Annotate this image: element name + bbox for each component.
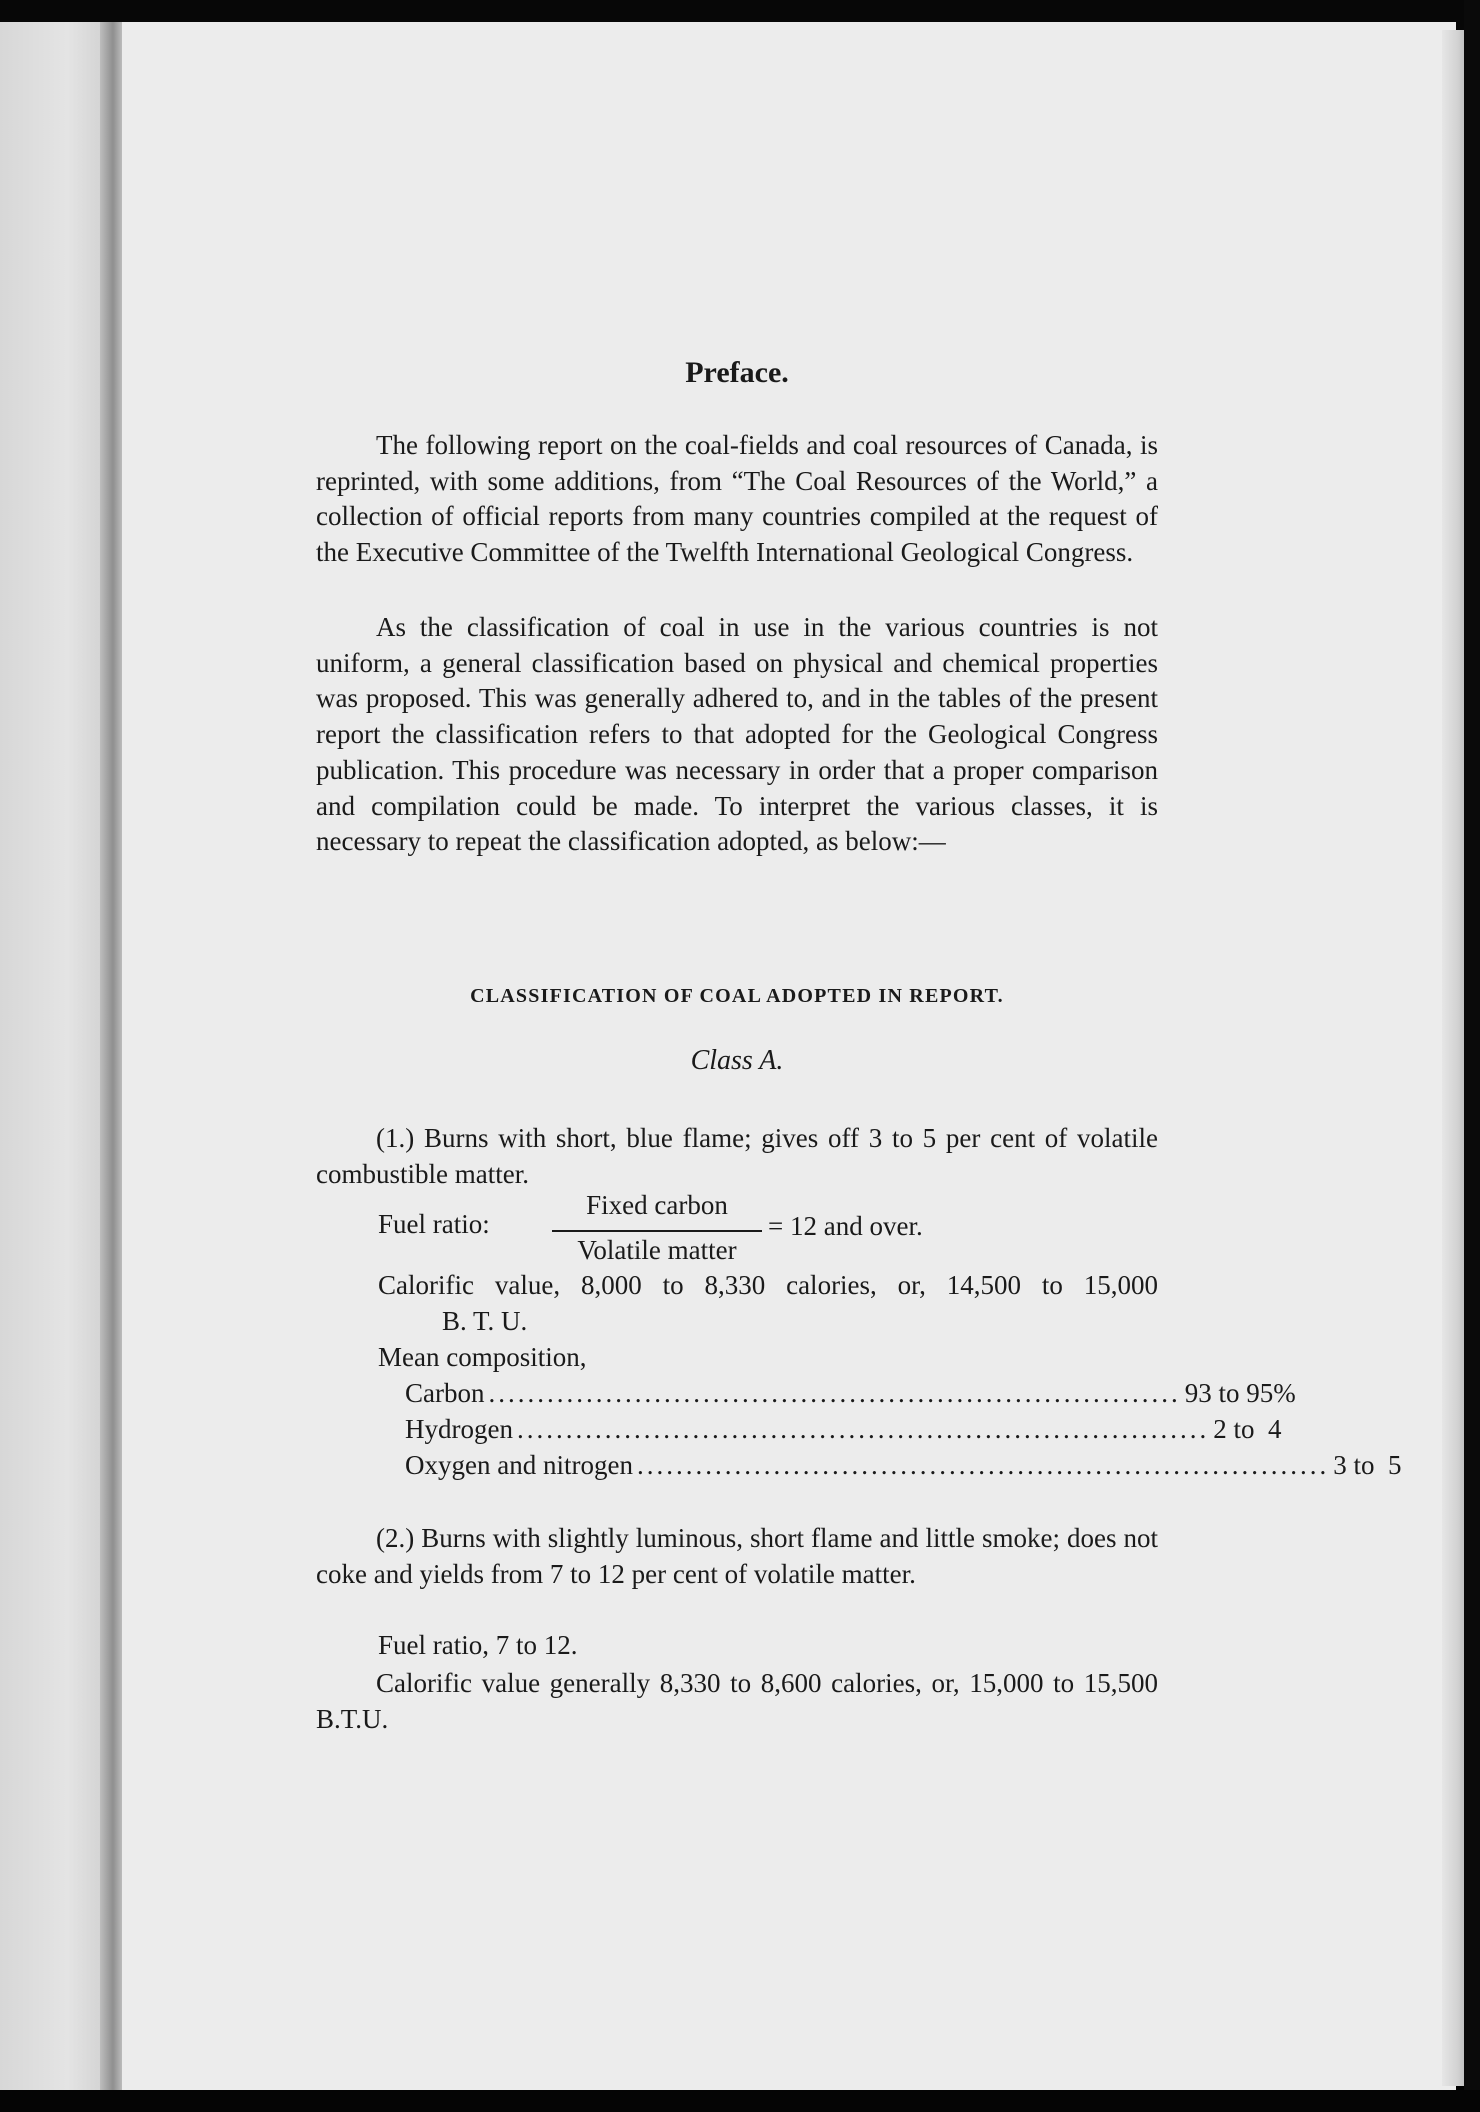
composition-label: Carbon	[405, 1378, 485, 1408]
leader-dots: .......................................................................	[516, 1414, 1210, 1444]
fraction-denominator: Volatile matter	[577, 1235, 737, 1265]
composition-row	[405, 1378, 1296, 1409]
class-a-item-2: (2.) Burns with slightly luminous, short flame and little smoke; does not coke and yields from 7 to 12 per cent of volatile matter.	[316, 1523, 1158, 1589]
composition-row	[405, 1450, 1402, 1481]
facing-page-edge	[0, 22, 112, 2094]
composition-label: Hydrogen	[405, 1414, 513, 1444]
class-a-item-1: (1.) Burns with short, blue flame; gives off 3 to 5 per cent of volatile combustible matter.	[316, 1123, 1158, 1189]
leader-dots: .......................................................................	[488, 1378, 1181, 1408]
scan-right-border	[1464, 0, 1480, 2112]
composition-value: 93 to 95%	[1184, 1378, 1296, 1408]
fuel-ratio-result: = 12 and over.	[768, 1211, 923, 1241]
item-2-fuel-ratio: Fuel ratio, 7 to 12.	[378, 1630, 578, 1660]
class-a-heading: Class A.	[690, 1045, 784, 1076]
calorific-value-line-2: B. T. U.	[442, 1306, 528, 1336]
composition-value: 3 to 5	[1333, 1450, 1402, 1480]
item-2-calorific-value: Calorific value generally 8,330 to 8,600 calories, or, 15,000 to 15,500 B.T.U.	[316, 1668, 1158, 1734]
composition-label: Oxygen and nitrogen	[405, 1450, 633, 1480]
composition-value: 2 to 4	[1213, 1414, 1282, 1444]
calorific-value-line-1: Calorific value, 8,000 to 8,330 calories, or, 14,500 to 15,000	[378, 1270, 1158, 1300]
scan-bottom-border	[0, 2090, 1480, 2112]
preface-paragraph-2: As the classification of coal in use in the various countries is not uniform, a general classification based on physical and chemical properties was proposed. This was generally adhered to, and in the tables of the present report the classification refers to that adopted for the Geological Congress publication. This procedure was necessary in order that a proper comparison and compilation could be made. To interpret the various classes, it is necessary to repeat the classification adopted, as below:—	[316, 612, 1158, 857]
page-title: Preface.	[685, 356, 789, 389]
preface-paragraph-1: The following report on the coal-fields and coal resources of Canada, is reprinted, with some additions, from “The Coal Resources of the World,” a collection of official reports from many countries compiled at the request of the Executive Committee of the Twelfth International Geological Congress.	[316, 430, 1158, 568]
fraction-numerator: Fixed carbon	[586, 1190, 728, 1220]
leader-dots: .......................................................................	[636, 1450, 1330, 1480]
fuel-ratio-label: Fuel ratio:	[378, 1209, 490, 1239]
fraction-bar	[552, 1230, 762, 1232]
mean-composition-label: Mean composition,	[378, 1342, 587, 1372]
classification-heading: CLASSIFICATION OF COAL ADOPTED IN REPORT.	[470, 985, 1004, 1007]
composition-row	[405, 1414, 1282, 1445]
